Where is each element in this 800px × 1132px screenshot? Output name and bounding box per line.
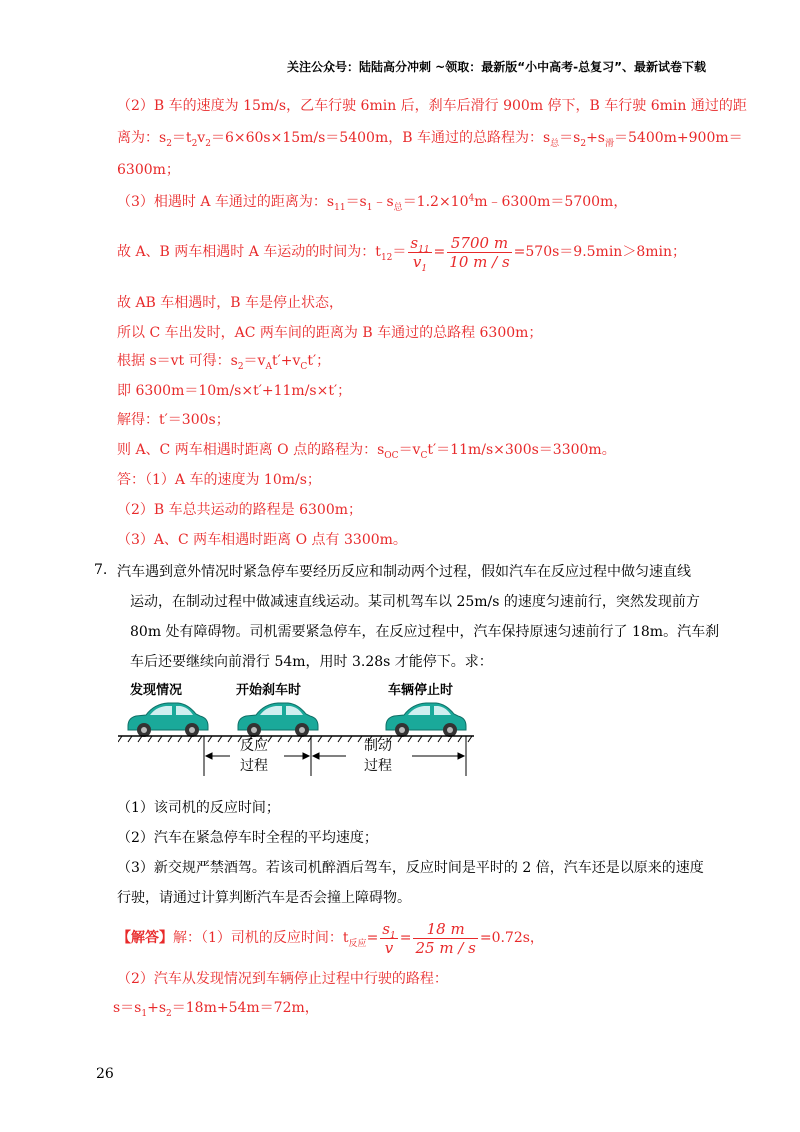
- sub-question-2: （2）汽车在紧急停车时全程的平均速度；: [117, 830, 378, 846]
- label-discover: 发现情况: [130, 683, 183, 698]
- solution-line: （3）相遇时 A 车通过的距离为：$s_{11}=s_1﹣s_总=1.2\times 10^4m﹣6300m=5700m$，: [117, 193, 628, 213]
- ground-hatch: [118, 736, 472, 742]
- answer-line: 答：（1）A 车的速度为 10m/s；: [117, 472, 321, 488]
- car-stop: [386, 703, 466, 737]
- sub-question-3-cont: 行驶，请通过计算判断汽车是否会撞上障碍物。: [117, 890, 411, 906]
- label-stop: 车辆停止时: [388, 683, 454, 698]
- solution-line: 根据 s＝vt 可得：$s_2=v_At'+v_Ct'$；: [117, 353, 331, 372]
- solution-line: 离为：$s_2=t_2v_2=6\times 60s\times 15m/s=5400m$，B 车通过的总路程为：$s_总=s_2+s_滑=5400m+900m=$: [117, 130, 743, 149]
- solution-line: 解得：t′＝300s；: [117, 412, 230, 428]
- question-text: 车后还要继续向前滑行 54m，用时 3.28s 才能停下。求：: [130, 654, 493, 670]
- fraction: $\frac{18 m}{25 m / s}$: [415, 919, 476, 957]
- solution-line-fraction: 故 A、B 两车相遇时 A 车运动的时间为：$t_{12}=$ $\frac{s_{11}}{v_1}$ = $\frac{5700 m}{10 m / s}$ =570s＝9.5min＞8min；: [117, 233, 687, 274]
- answer-line-fraction: 【解答】解：（1）司机的反应时间：$t_{反应}=$ $\frac{s_1}{v}$ = $\frac{18 m}{25 m / s}$ =0.72s，: [117, 919, 544, 957]
- label-start-brake: 开始刹车时: [236, 683, 302, 698]
- label-reaction-bottom: 过程: [240, 758, 268, 774]
- solution-line: 则 A、C 两车相遇时距离 O 点的路程为：$s_{OC}=v_Ct'=11m/s\times 300s=3300m$。: [117, 442, 616, 461]
- solution-line: 所以 C 车出发时，AC 两车间的距离为 B 车通过的总路程 6300m；: [117, 325, 543, 341]
- sub-question-3: （3）新交规严禁酒驾。若该司机醉酒后驾车，反应时间是平时的 2 倍，汽车还是以原来的速度: [117, 860, 704, 876]
- solution-line: （2）B 车的速度为 15m/s，乙车行驶 6min 后，刹车后滑行 900m 停下，B 车行驶 6min 通过的距: [117, 98, 747, 114]
- question-text: 汽车遇到意外情况时紧急停车要经历反应和制动两个过程，假如汽车在反应过程中做匀速直线: [117, 564, 691, 580]
- fraction: $\frac{5700 m}{10 m / s}$: [449, 233, 510, 271]
- fraction: $\frac{s_{11}}{v_1}$: [410, 233, 430, 274]
- answer-line: $s=s_1+s_2=18m+54m=72m$，: [113, 1000, 319, 1019]
- solution-line: 6300m；: [117, 162, 180, 178]
- label-braking-bottom: 过程: [364, 758, 392, 774]
- page-number: 26: [96, 1066, 114, 1082]
- fraction: $\frac{s_1}{v}$: [382, 919, 396, 957]
- solution-line: 故 AB 车相遇时，B 车是停止状态，: [117, 295, 344, 311]
- diagram-svg: [118, 682, 478, 782]
- solution-line: 即 6300m＝10m/s×t′+11m/s×t′；: [117, 383, 352, 399]
- braking-diagram: [118, 682, 478, 782]
- question-number: 7.: [94, 562, 108, 578]
- answer-line: （3）A、C 两车相遇时距离 O 点有 3300m。: [117, 532, 407, 548]
- answer-line: （2）汽车从发现情况到车辆停止过程中行驶的路程：: [117, 971, 448, 987]
- sub-question-1: （1）该司机的反应时间；: [117, 800, 280, 816]
- car-discover: [128, 703, 208, 737]
- car-brake: [238, 703, 318, 737]
- answer-tag: 【解答】: [117, 930, 173, 946]
- label-braking-top: 制动: [364, 738, 392, 754]
- question-text: 80m 处有障碍物。司机需要紧急停车，在反应过程中，汽车保持原速匀速前行了 18m。汽车刹: [130, 624, 720, 640]
- label-reaction-top: 反应: [240, 738, 268, 754]
- question-text: 运动，在制动过程中做减速直线运动。某司机驾车以 25m/s 的速度匀速前行，突然发现前方: [130, 594, 700, 610]
- page-header: 关注公众号：陆陆高分冲刺 ~领取：最新版“小中高考-总复习”、最新试卷下载: [287, 60, 706, 74]
- answer-line: （2）B 车总共运动的路程是 6300m；: [117, 502, 362, 518]
